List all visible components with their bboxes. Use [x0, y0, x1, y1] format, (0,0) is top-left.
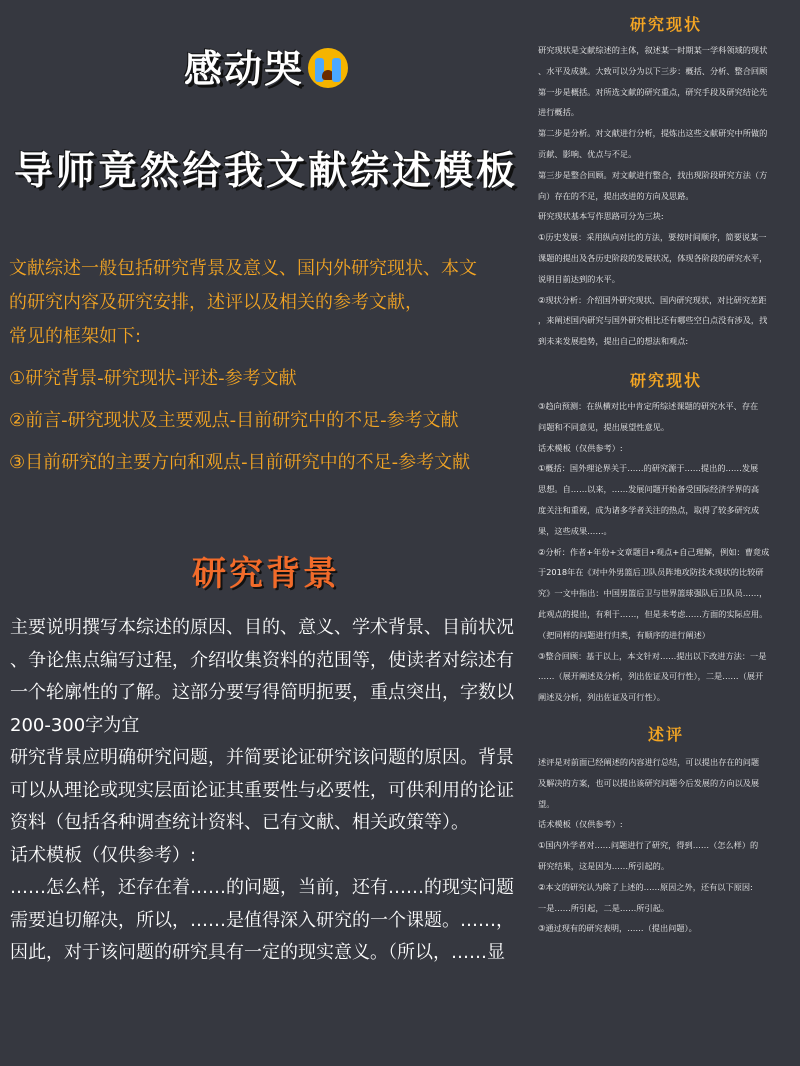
body-line: 一个轮廓性的了解。这部分要写得简明扼要，重点突出，字数以	[10, 682, 514, 703]
text-line: 果，这些成果……。	[538, 525, 612, 536]
text-line: ②本文的研究认为除了上述的……原因之外，还有以下原因:	[538, 881, 753, 892]
text-line: 阐述及分析，列出佐证及可行性）。	[538, 692, 665, 703]
text-line: ③通过现有的研究表明，……（提出问题）。	[538, 923, 697, 934]
body-line: 研究背景应明确研究问题，并简要论证研究该问题的原因。背景	[10, 747, 514, 768]
text-line: 于2018年在《对中外男篮后卫队员阵地攻防技术现状的比较研	[538, 567, 764, 578]
text-line: ②现状分析：介绍国外研究现状、国内研究现状，对比研究差距	[538, 294, 767, 305]
framework-item: ②前言-研究现状及主要观点-目前研究中的不足-参考文献	[9, 410, 459, 431]
intro-line: 的研究内容及研究安排，述评以及相关的参考文献，	[9, 292, 423, 313]
text-line: 进行概括。	[538, 107, 579, 118]
text-line: 究》一文中指出：中国男篮后卫与世界篮球强队后卫队员……，	[538, 588, 768, 599]
section-title-status-2: 研究现状	[629, 371, 702, 390]
text-line: ③趋向预测：在纵横对比中肯定所综述课题的研究水平、存在	[538, 401, 759, 411]
text-line: 、水平及成就。大致可以分为以下三步：概括、分析、整合回顾	[538, 65, 768, 76]
body-line: 、争论焦点编写过程，介绍收集资料的范围等，使读者对综述有	[10, 649, 514, 671]
status-text-2	[538, 396, 800, 708]
text-line: 说明目前达到的水平。	[538, 273, 620, 284]
text-line: 研究现状是文献综述的主体，叙述某一时期某一学科领域的现状	[538, 45, 768, 55]
text-line: 思想。自……以来，……发展问题开始备受国际经济学界的高	[538, 484, 760, 495]
text-line: 问题和不同意见，提出展望性意见。	[538, 421, 670, 432]
text-line: 此观点的提出，有利于……，但是未考虑……方面的实际应用。	[538, 608, 768, 619]
section-title-review: 述评	[647, 725, 684, 744]
right-column	[532, 0, 800, 1066]
body-line: 话术模板（仅供参考）:	[10, 844, 197, 866]
intro-block	[9, 252, 529, 480]
body-line: 可以从理论或现实层面论证其重要性与必要性，可供利用的论证	[10, 779, 514, 801]
intro-line: 文献综述一般包括研究背景及意义、国内外研究现状、本文	[9, 258, 477, 279]
text-line: ……（展开阐述及分析，列出佐证及可行性），二是……（展开	[538, 671, 764, 682]
text-line: 话术模板（仅供参考）:	[538, 819, 623, 830]
section-title-background: 研究背景	[192, 554, 340, 594]
headline-main: 导师竟然给我文献综述模板	[13, 148, 518, 194]
review-text	[538, 752, 800, 939]
body-line: ……怎么样，还存在着……的问题，当前，还有……的现实问题	[10, 877, 514, 898]
text-line: （把同样的问题进行归类，有顺序的进行阐述）	[538, 629, 710, 640]
body-line: 200-300字为宜	[10, 714, 140, 736]
text-line: 述评是对前面已经阐述的内容进行总结，可以提出存在的问题	[538, 757, 760, 767]
text-line: ③整合回顾：基于以上，本文针对……提出以下改进方法：一是	[538, 650, 767, 661]
framework-item: ③目前研究的主要方向和观点-目前研究中的不足-参考文献	[9, 452, 471, 473]
crying-face-icon	[308, 48, 348, 88]
text-line: 望。	[538, 798, 555, 809]
text-line: 及解决的方案，也可以提出该研究问题今后发展的方向以及展	[538, 777, 760, 788]
text-line: 话术模板（仅供参考）:	[538, 442, 623, 453]
body-line: 需要迫切解决，所以，……是值得深入研究的一个课题。……，	[10, 909, 514, 931]
text-line: 第一步是概括。对所选文献的研究重点，研究手段及研究结论先	[538, 86, 768, 97]
intro-line: 常见的框架如下:	[9, 326, 142, 347]
text-line: ②分析：作者+年份+文章题目+观点+自己理解，例如：曹竟成	[538, 546, 770, 557]
text-line: 第二步是分析。对文献进行分析，提炼出这些文献研究中所做的	[538, 128, 768, 139]
text-line: 第三步是整合回顾。对文献进行整合，找出现阶段研究方法（方	[538, 169, 768, 180]
text-line: 课题的提出及各历史阶段的发展状况，体现各阶段的研究水平，	[538, 252, 768, 263]
status-text-1	[538, 40, 800, 352]
text-line: 一是……所引起，二是……所引起。	[538, 902, 670, 913]
body-line: 资料（包括各种调查统计资料、已有文献、相关政策等）。	[10, 812, 469, 833]
headline-top	[0, 38, 532, 93]
body-line: 因此，对于该问题的研究具有一定的现实意义。（所以，……显	[10, 942, 505, 963]
framework-item: ①研究背景-研究现状-评述-参考文献	[9, 368, 297, 389]
text-line: 度关注和重视，成为诸多学者关注的热点，取得了较多研究成	[538, 504, 760, 515]
text-line: 研究结果，这是因为……所引起的。	[538, 860, 670, 871]
text-line: ，来阐述国内研究与国外研究相比还有哪些空白点没有涉及，找	[538, 315, 768, 326]
background-body	[10, 612, 530, 970]
text-line: ①历史发展：采用纵向对比的方法，要按时间顺序，简要说某一	[538, 232, 767, 243]
text-line: 研究现状基本写作思路可分为三块:	[538, 211, 664, 222]
headline-top-text: 感动哭	[183, 46, 304, 91]
text-line: 向）存在的不足，提出改进的方向及思路。	[538, 190, 694, 201]
body-line: 主要说明撰写本综述的原因、目的、意义、学术背景、目前状况	[10, 617, 514, 638]
text-line: 到未来发展趋势，提出自己的想法和观点:	[538, 336, 689, 347]
section-title-status-1: 研究现状	[629, 15, 702, 34]
text-line: ①概括：国外理论界关于……的研究源于……提出的……发展	[538, 463, 759, 474]
text-line: 贡献、影响、优点与不足。	[538, 148, 637, 159]
text-line: ①国内外学者对……问题进行了研究，得到……（怎么样）的	[538, 840, 759, 851]
